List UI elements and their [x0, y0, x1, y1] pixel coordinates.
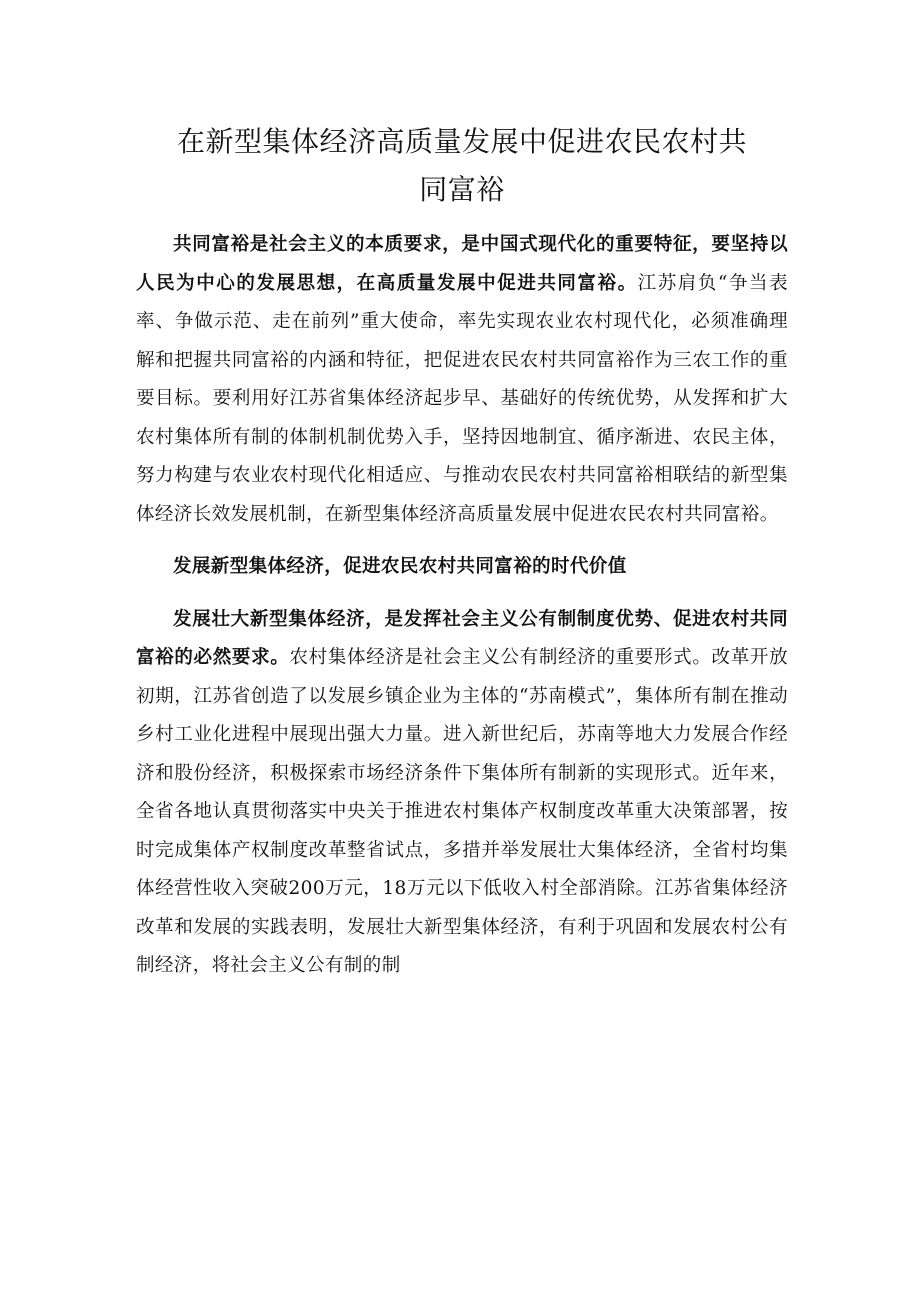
paragraph-value-text: 农村集体经济是社会主义公有制经济的重要形式。改革开放初期，江苏省创造了以发展乡镇企业为主体的“苏南模式”，集体所有制在推动乡村工业化进程中展现出强大力量。进入新世纪后，苏南等地大力发展合作经济和股份经济，积极探索市场经济条件下集体所有制新的实现形式。近年来，全省各地认真贯彻落实中央关于推进农村集体产权制度改革重大决策部署，按时完成集体产权制度改革整省试点，多措并举发展壮大集体经济，全省村均集体经营性收入突破200万元，18万元以下低收入村全部消除。江苏省集体经济改革和发展的实践表明，发展壮大新型集体经济，有利于巩固和发展农村公有制经济，将社会主义公有制的制 [136, 647, 789, 976]
document-title [136, 118, 788, 214]
paragraph-intro [136, 226, 788, 534]
document-body [136, 226, 788, 986]
paragraph-intro-text: 江苏肩负“争当表率、争做示范、走在前列”重大使命，率先实现农业农村现代化，必须准确理解和把握共同富裕的内涵和特征，把促进农民农村共同富裕作为三农工作的重要目标。要利用好江苏省集体经济起步早、基础好的传统优势，从发挥和扩大农村集体所有制的体制机制优势入手，坚持因地制宜、循序渐进、农民主体，努力构建与农业农村现代化相适应、与推动农民农村共同富裕相联结的新型集体经济长效发展机制，在新型集体经济高质量发展中促进农民农村共同富裕。 [136, 272, 788, 525]
document-title-line-2: 同富裕 [419, 173, 505, 206]
paragraph-value-lead: 发展壮大新型集体经济，是发挥社会主义公有制制度优势、促进农村共同富裕的必然要求。 [136, 608, 788, 668]
paragraph-value [136, 601, 788, 986]
section-heading: 发展新型集体经济，促进农民农村共同富裕的时代价值 [173, 556, 627, 577]
document-title-line-1: 在新型集体经济高质量发展中促进农民农村共 [176, 125, 747, 158]
paragraph-intro-lead: 共同富裕是社会主义的本质要求，是中国式现代化的重要特征，要坚持以人民为中心的发展思想，在高质量发展中促进共同富裕。 [136, 234, 788, 294]
